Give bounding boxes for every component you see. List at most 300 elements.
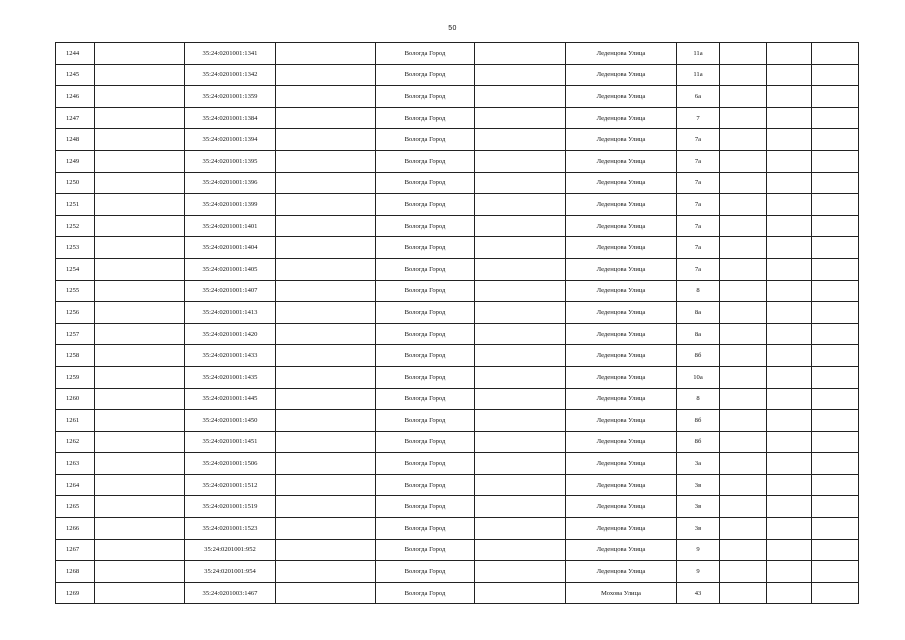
register-body: [56, 43, 859, 604]
empty-cell: [767, 64, 812, 86]
empty-cell: [767, 410, 812, 432]
empty-cell: [276, 172, 376, 194]
street-cell: Леденцова Улица: [566, 194, 677, 216]
empty-cell: [475, 431, 566, 453]
city-cell: Вологда Город: [376, 582, 475, 604]
empty-cell: [720, 150, 767, 172]
empty-cell: [720, 129, 767, 151]
empty-cell: [475, 43, 566, 65]
street-cell: Леденцова Улица: [566, 107, 677, 129]
empty-cell: [475, 496, 566, 518]
house-number-cell: 7а: [677, 172, 720, 194]
city-cell: Вологда Город: [376, 280, 475, 302]
table-row: [56, 345, 859, 367]
empty-cell: [812, 518, 859, 540]
empty-cell: [95, 150, 185, 172]
empty-cell: [767, 366, 812, 388]
house-number-cell: 9: [677, 539, 720, 561]
city-cell: Вологда Город: [376, 107, 475, 129]
city-cell: Вологда Город: [376, 474, 475, 496]
empty-cell: [720, 194, 767, 216]
empty-cell: [812, 561, 859, 583]
table-row: [56, 518, 859, 540]
record-number-cell: 1249: [56, 150, 95, 172]
empty-cell: [95, 388, 185, 410]
empty-cell: [767, 561, 812, 583]
cadastral-number-cell: 35:24:0201001:1359: [185, 86, 276, 108]
empty-cell: [812, 345, 859, 367]
empty-cell: [720, 431, 767, 453]
empty-cell: [767, 280, 812, 302]
empty-cell: [95, 323, 185, 345]
empty-cell: [276, 280, 376, 302]
empty-cell: [475, 64, 566, 86]
record-number-cell: 1258: [56, 345, 95, 367]
city-cell: Вологда Город: [376, 194, 475, 216]
street-cell: Леденцова Улица: [566, 302, 677, 324]
empty-cell: [720, 539, 767, 561]
street-cell: Леденцова Улица: [566, 258, 677, 280]
house-number-cell: 3в: [677, 518, 720, 540]
cadastral-number-cell: 35:24:0201001:1450: [185, 410, 276, 432]
record-number-cell: 1250: [56, 172, 95, 194]
empty-cell: [812, 194, 859, 216]
empty-cell: [276, 215, 376, 237]
street-cell: Леденцова Улица: [566, 345, 677, 367]
empty-cell: [812, 64, 859, 86]
street-cell: Леденцова Улица: [566, 431, 677, 453]
empty-cell: [812, 496, 859, 518]
cadastral-number-cell: 35:24:0201001:1523: [185, 518, 276, 540]
cadastral-number-cell: 35:24:0201001:952: [185, 539, 276, 561]
city-cell: Вологда Город: [376, 518, 475, 540]
empty-cell: [767, 323, 812, 345]
empty-cell: [95, 64, 185, 86]
empty-cell: [95, 345, 185, 367]
empty-cell: [812, 43, 859, 65]
cadastral-number-cell: 35:24:0201001:1435: [185, 366, 276, 388]
register-table: [55, 42, 859, 604]
empty-cell: [475, 561, 566, 583]
empty-cell: [475, 345, 566, 367]
record-number-cell: 1252: [56, 215, 95, 237]
cadastral-number-cell: 35:24:0201001:1451: [185, 431, 276, 453]
street-cell: Леденцова Улица: [566, 237, 677, 259]
empty-cell: [475, 86, 566, 108]
empty-cell: [767, 539, 812, 561]
street-cell: Леденцова Улица: [566, 150, 677, 172]
empty-cell: [475, 107, 566, 129]
table-row: [56, 496, 859, 518]
street-cell: Леденцова Улица: [566, 366, 677, 388]
house-number-cell: 8а: [677, 323, 720, 345]
empty-cell: [95, 258, 185, 280]
record-number-cell: 1266: [56, 518, 95, 540]
cadastral-number-cell: 35:24:0201001:1404: [185, 237, 276, 259]
house-number-cell: 7а: [677, 129, 720, 151]
empty-cell: [767, 518, 812, 540]
cadastral-number-cell: 35:24:0201003:1467: [185, 582, 276, 604]
city-cell: Вологда Город: [376, 453, 475, 475]
empty-cell: [475, 129, 566, 151]
street-cell: Леденцова Улица: [566, 172, 677, 194]
empty-cell: [767, 431, 812, 453]
street-cell: Леденцова Улица: [566, 561, 677, 583]
empty-cell: [475, 258, 566, 280]
empty-cell: [95, 237, 185, 259]
empty-cell: [95, 539, 185, 561]
empty-cell: [475, 150, 566, 172]
record-number-cell: 1248: [56, 129, 95, 151]
city-cell: Вологда Город: [376, 302, 475, 324]
record-number-cell: 1263: [56, 453, 95, 475]
empty-cell: [276, 388, 376, 410]
cadastral-number-cell: 35:24:0201001:1395: [185, 150, 276, 172]
empty-cell: [812, 582, 859, 604]
empty-cell: [720, 215, 767, 237]
empty-cell: [767, 496, 812, 518]
house-number-cell: 43: [677, 582, 720, 604]
empty-cell: [812, 539, 859, 561]
empty-cell: [767, 194, 812, 216]
cadastral-number-cell: 35:24:0201001:1506: [185, 453, 276, 475]
empty-cell: [276, 150, 376, 172]
house-number-cell: 11а: [677, 64, 720, 86]
city-cell: Вологда Город: [376, 539, 475, 561]
empty-cell: [276, 345, 376, 367]
page-number: 50: [448, 25, 457, 32]
empty-cell: [95, 518, 185, 540]
table-row: [56, 453, 859, 475]
empty-cell: [767, 43, 812, 65]
table-row: [56, 43, 859, 65]
house-number-cell: 7а: [677, 215, 720, 237]
city-cell: Вологда Город: [376, 388, 475, 410]
empty-cell: [720, 64, 767, 86]
table-row: [56, 431, 859, 453]
empty-cell: [276, 237, 376, 259]
table-row: [56, 129, 859, 151]
empty-cell: [475, 539, 566, 561]
table-row: [56, 561, 859, 583]
house-number-cell: 7а: [677, 258, 720, 280]
record-number-cell: 1265: [56, 496, 95, 518]
record-number-cell: 1254: [56, 258, 95, 280]
city-cell: Вологда Город: [376, 496, 475, 518]
empty-cell: [812, 172, 859, 194]
house-number-cell: 8: [677, 280, 720, 302]
empty-cell: [276, 129, 376, 151]
record-number-cell: 1246: [56, 86, 95, 108]
empty-cell: [475, 366, 566, 388]
record-number-cell: 1253: [56, 237, 95, 259]
record-number-cell: 1264: [56, 474, 95, 496]
house-number-cell: 10а: [677, 366, 720, 388]
table-row: [56, 366, 859, 388]
cadastral-number-cell: 35:24:0201001:1413: [185, 302, 276, 324]
record-number-cell: 1244: [56, 43, 95, 65]
street-cell: Леденцова Улица: [566, 388, 677, 410]
empty-cell: [276, 410, 376, 432]
empty-cell: [812, 366, 859, 388]
city-cell: Вологда Город: [376, 129, 475, 151]
record-number-cell: 1260: [56, 388, 95, 410]
empty-cell: [720, 410, 767, 432]
empty-cell: [720, 518, 767, 540]
street-cell: Мохова Улица: [566, 582, 677, 604]
empty-cell: [95, 129, 185, 151]
house-number-cell: 11а: [677, 43, 720, 65]
record-number-cell: 1269: [56, 582, 95, 604]
empty-cell: [276, 86, 376, 108]
cadastral-number-cell: 35:24:0201001:1394: [185, 129, 276, 151]
street-cell: Леденцова Улица: [566, 64, 677, 86]
city-cell: Вологда Город: [376, 64, 475, 86]
empty-cell: [767, 388, 812, 410]
record-number-cell: 1259: [56, 366, 95, 388]
empty-cell: [475, 388, 566, 410]
street-cell: Леденцова Улица: [566, 474, 677, 496]
empty-cell: [95, 172, 185, 194]
house-number-cell: 7а: [677, 237, 720, 259]
empty-cell: [720, 107, 767, 129]
empty-cell: [812, 150, 859, 172]
street-cell: Леденцова Улица: [566, 539, 677, 561]
table-row: [56, 302, 859, 324]
empty-cell: [812, 323, 859, 345]
cadastral-number-cell: 35:24:0201001:954: [185, 561, 276, 583]
empty-cell: [276, 258, 376, 280]
cadastral-number-cell: 35:24:0201001:1420: [185, 323, 276, 345]
record-number-cell: 1255: [56, 280, 95, 302]
empty-cell: [276, 453, 376, 475]
street-cell: Леденцова Улица: [566, 129, 677, 151]
city-cell: Вологда Город: [376, 237, 475, 259]
street-cell: Леденцова Улица: [566, 86, 677, 108]
empty-cell: [276, 323, 376, 345]
empty-cell: [276, 582, 376, 604]
cadastral-number-cell: 35:24:0201001:1341: [185, 43, 276, 65]
empty-cell: [276, 302, 376, 324]
empty-cell: [475, 323, 566, 345]
empty-cell: [767, 150, 812, 172]
empty-cell: [812, 129, 859, 151]
table-row: [56, 582, 859, 604]
empty-cell: [475, 302, 566, 324]
empty-cell: [812, 474, 859, 496]
empty-cell: [720, 345, 767, 367]
record-number-cell: 1256: [56, 302, 95, 324]
empty-cell: [276, 518, 376, 540]
empty-cell: [720, 258, 767, 280]
empty-cell: [720, 474, 767, 496]
table-row: [56, 64, 859, 86]
house-number-cell: 8б: [677, 345, 720, 367]
empty-cell: [276, 64, 376, 86]
record-number-cell: 1257: [56, 323, 95, 345]
house-number-cell: 8: [677, 388, 720, 410]
table-row: [56, 539, 859, 561]
empty-cell: [720, 582, 767, 604]
cadastral-number-cell: 35:24:0201001:1407: [185, 280, 276, 302]
table-row: [56, 258, 859, 280]
empty-cell: [95, 474, 185, 496]
city-cell: Вологда Город: [376, 561, 475, 583]
city-cell: Вологда Город: [376, 410, 475, 432]
empty-cell: [767, 172, 812, 194]
table-row: [56, 474, 859, 496]
empty-cell: [767, 345, 812, 367]
empty-cell: [767, 582, 812, 604]
table-row: [56, 172, 859, 194]
empty-cell: [767, 86, 812, 108]
empty-cell: [276, 474, 376, 496]
empty-cell: [812, 107, 859, 129]
record-number-cell: 1247: [56, 107, 95, 129]
city-cell: Вологда Город: [376, 150, 475, 172]
table-row: [56, 215, 859, 237]
cadastral-number-cell: 35:24:0201001:1342: [185, 64, 276, 86]
empty-cell: [720, 86, 767, 108]
street-cell: Леденцова Улица: [566, 323, 677, 345]
empty-cell: [475, 453, 566, 475]
empty-cell: [95, 107, 185, 129]
empty-cell: [720, 172, 767, 194]
cadastral-number-cell: 35:24:0201001:1405: [185, 258, 276, 280]
empty-cell: [720, 302, 767, 324]
cadastral-number-cell: 35:24:0201001:1399: [185, 194, 276, 216]
empty-cell: [812, 280, 859, 302]
empty-cell: [95, 302, 185, 324]
empty-cell: [720, 280, 767, 302]
empty-cell: [767, 107, 812, 129]
cadastral-number-cell: 35:24:0201001:1512: [185, 474, 276, 496]
empty-cell: [95, 215, 185, 237]
house-number-cell: 3в: [677, 474, 720, 496]
street-cell: Леденцова Улица: [566, 518, 677, 540]
empty-cell: [720, 366, 767, 388]
empty-cell: [95, 453, 185, 475]
empty-cell: [95, 86, 185, 108]
cadastral-number-cell: 35:24:0201001:1396: [185, 172, 276, 194]
empty-cell: [812, 388, 859, 410]
empty-cell: [812, 431, 859, 453]
empty-cell: [95, 366, 185, 388]
table-row: [56, 86, 859, 108]
empty-cell: [720, 453, 767, 475]
empty-cell: [812, 237, 859, 259]
empty-cell: [812, 410, 859, 432]
house-number-cell: 8а: [677, 302, 720, 324]
street-cell: Леденцова Улица: [566, 215, 677, 237]
empty-cell: [276, 539, 376, 561]
empty-cell: [767, 129, 812, 151]
empty-cell: [812, 86, 859, 108]
table-row: [56, 237, 859, 259]
city-cell: Вологда Город: [376, 431, 475, 453]
house-number-cell: 7: [677, 107, 720, 129]
street-cell: Леденцова Улица: [566, 43, 677, 65]
cadastral-number-cell: 35:24:0201001:1445: [185, 388, 276, 410]
table-row: [56, 150, 859, 172]
empty-cell: [767, 237, 812, 259]
house-number-cell: 7а: [677, 194, 720, 216]
empty-cell: [475, 280, 566, 302]
empty-cell: [276, 43, 376, 65]
record-number-cell: 1262: [56, 431, 95, 453]
house-number-cell: 8б: [677, 431, 720, 453]
empty-cell: [95, 431, 185, 453]
empty-cell: [767, 453, 812, 475]
house-number-cell: 3а: [677, 453, 720, 475]
empty-cell: [95, 496, 185, 518]
empty-cell: [475, 582, 566, 604]
city-cell: Вологда Город: [376, 345, 475, 367]
table-row: [56, 323, 859, 345]
empty-cell: [475, 215, 566, 237]
city-cell: Вологда Город: [376, 323, 475, 345]
house-number-cell: 8б: [677, 410, 720, 432]
empty-cell: [720, 237, 767, 259]
record-number-cell: 1245: [56, 64, 95, 86]
empty-cell: [475, 172, 566, 194]
empty-cell: [475, 194, 566, 216]
table-row: [56, 410, 859, 432]
table-row: [56, 388, 859, 410]
empty-cell: [767, 474, 812, 496]
empty-cell: [475, 518, 566, 540]
record-number-cell: 1267: [56, 539, 95, 561]
empty-cell: [767, 302, 812, 324]
empty-cell: [720, 323, 767, 345]
empty-cell: [95, 280, 185, 302]
street-cell: Леденцова Улица: [566, 410, 677, 432]
house-number-cell: 3в: [677, 496, 720, 518]
empty-cell: [95, 410, 185, 432]
table-row: [56, 280, 859, 302]
empty-cell: [95, 561, 185, 583]
street-cell: Леденцова Улица: [566, 496, 677, 518]
empty-cell: [720, 561, 767, 583]
empty-cell: [475, 237, 566, 259]
empty-cell: [475, 474, 566, 496]
empty-cell: [276, 431, 376, 453]
street-cell: Леденцова Улица: [566, 280, 677, 302]
cadastral-number-cell: 35:24:0201001:1433: [185, 345, 276, 367]
empty-cell: [95, 582, 185, 604]
city-cell: Вологда Город: [376, 215, 475, 237]
city-cell: Вологда Город: [376, 86, 475, 108]
cadastral-number-cell: 35:24:0201001:1401: [185, 215, 276, 237]
empty-cell: [276, 366, 376, 388]
city-cell: Вологда Город: [376, 258, 475, 280]
house-number-cell: 6а: [677, 86, 720, 108]
empty-cell: [276, 496, 376, 518]
empty-cell: [720, 43, 767, 65]
empty-cell: [812, 258, 859, 280]
house-number-cell: 9: [677, 561, 720, 583]
empty-cell: [276, 561, 376, 583]
table-row: [56, 107, 859, 129]
empty-cell: [812, 215, 859, 237]
city-cell: Вологда Город: [376, 366, 475, 388]
empty-cell: [95, 43, 185, 65]
empty-cell: [276, 107, 376, 129]
table-row: [56, 194, 859, 216]
record-number-cell: 1268: [56, 561, 95, 583]
city-cell: Вологда Город: [376, 172, 475, 194]
city-cell: Вологда Город: [376, 43, 475, 65]
